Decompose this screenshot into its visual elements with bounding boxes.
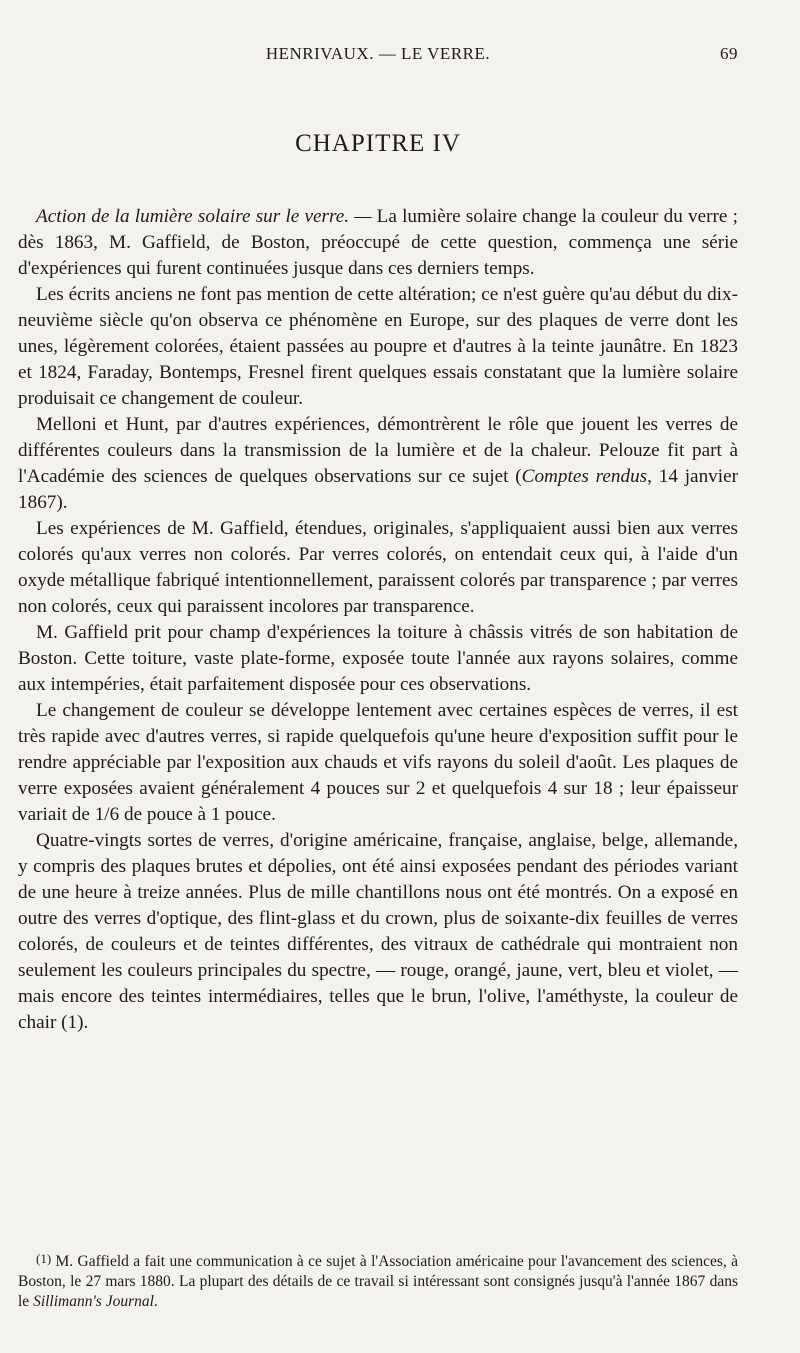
footnote-marker: (1)	[36, 1251, 52, 1266]
footnote	[18, 1249, 738, 1312]
paragraph	[18, 412, 738, 516]
chapter-title: CHAPITRE IV	[295, 130, 461, 157]
paragraph: Le changement de couleur se développe lentement avec certaines espèces de verres, il est très rapide avec d'autres verres, si rapide quelquefois qu'une heure d'exposition suffit pour le rendre appréciable par l'exposition aux chauds et vifs rayons du soleil d'août. Les plaques de verre exposées avaient généralement 4 pouces sur 2 et quelquefois 4 sur 18 ; leur épaisseur variait de 1/6 de pouce à 1 pouce.	[18, 700, 738, 825]
citation-title: Comptes rendus	[521, 466, 648, 487]
footnote-journal-title: Sillimann's Journal	[33, 1293, 154, 1310]
paragraph: Les expériences de M. Gaffield, étendues, originales, s'appliquaient aussi bien aux verres colorés qu'aux verres non colorés. Par verres colorés, on entendait ceux qui, à l'aide d'un oxyde métallique fabriqué intentionnellement, paraissent colorés par transparence ; par verres non colorés, ceux qui paraissent incolores par transparence.	[18, 518, 738, 617]
running-title: HENRIVAUX. — LE VERRE.	[265, 44, 491, 63]
paragraph-text: La lumière solaire change la couleur du verre ; dès 1863, M. Gaffield, de Boston, préoccupé de cette question, commença une série d'expériences qui furent continuées jusque dans ces derniers temps.	[18, 206, 738, 279]
running-head	[18, 44, 738, 68]
footnotes	[18, 1249, 738, 1312]
paragraph: Les écrits anciens ne font pas mention de cette altération; ce n'est guère qu'au début du dix-neuvième siècle qu'on observa ce phénomène en Europe, sur des plaques de verre dont les unes, légèrement colorées, étaient passées au poupre et d'autres à la teinte jaunâtre. En 1823 et 1824, Faraday, Bontemps, Fresnel firent quelques essais constatant que la lumière solaire produisait ce changement de couleur.	[18, 284, 738, 409]
paragraph	[18, 204, 738, 282]
paragraph-text: , 14 janvier 1867).	[18, 466, 738, 513]
footnote-text: .	[153, 1293, 158, 1310]
paragraph-text: Melloni et Hunt, par d'autres expériences, démontrèrent le rôle que jouent les verres de différentes couleurs dans la transmission de la lumière et de la chaleur. Pelouze fit part à l'Académie des sciences de quelques observations sur ce sujet (	[18, 414, 738, 487]
paragraph: M. Gaffield prit pour champ d'expériences la toiture à châssis vitrés de son habitation de Boston. Cette toiture, vaste plate-forme, exposée toute l'année aux rayons solaires, comme aux intempéries, était parfaitement disposée pour ces observations.	[18, 622, 738, 695]
paragraph: Quatre-vingts sortes de verres, d'origine américaine, française, anglaise, belge, allemande, y compris des plaques brutes et dépolies, ont été ainsi exposées pendant des périodes variant de une heure à treize années. Plus de mille chantillons nous ont été montrés. On a exposé en outre des verres d'optique, des flint-glass et du crown, plus de soixante-dix feuilles de verres colorés, de couleurs et de teintes différentes, des vitraux de cathédrale qui montraient non seulement les couleurs principales du spectre, — rouge, orangé, jaune, vert, bleu et violet, — mais encore des teintes intermédiaires, telles que le brun, l'olive, l'améthyste, la couleur de chair (1).	[18, 830, 738, 1033]
page-number: 69	[720, 44, 738, 63]
footnote-text: M. Gaffield a fait une communication à ce sujet à l'Association américaine pour l'avancement des sciences, à Boston, le 27 mars 1880. La plupart des détails de ce travail si intéressant sont consignés jusqu'à l'année 1867 dans le	[18, 1253, 738, 1310]
section-lead-title: Action de la lumière solaire sur le verre. —	[36, 206, 372, 227]
body-text	[18, 204, 738, 1036]
